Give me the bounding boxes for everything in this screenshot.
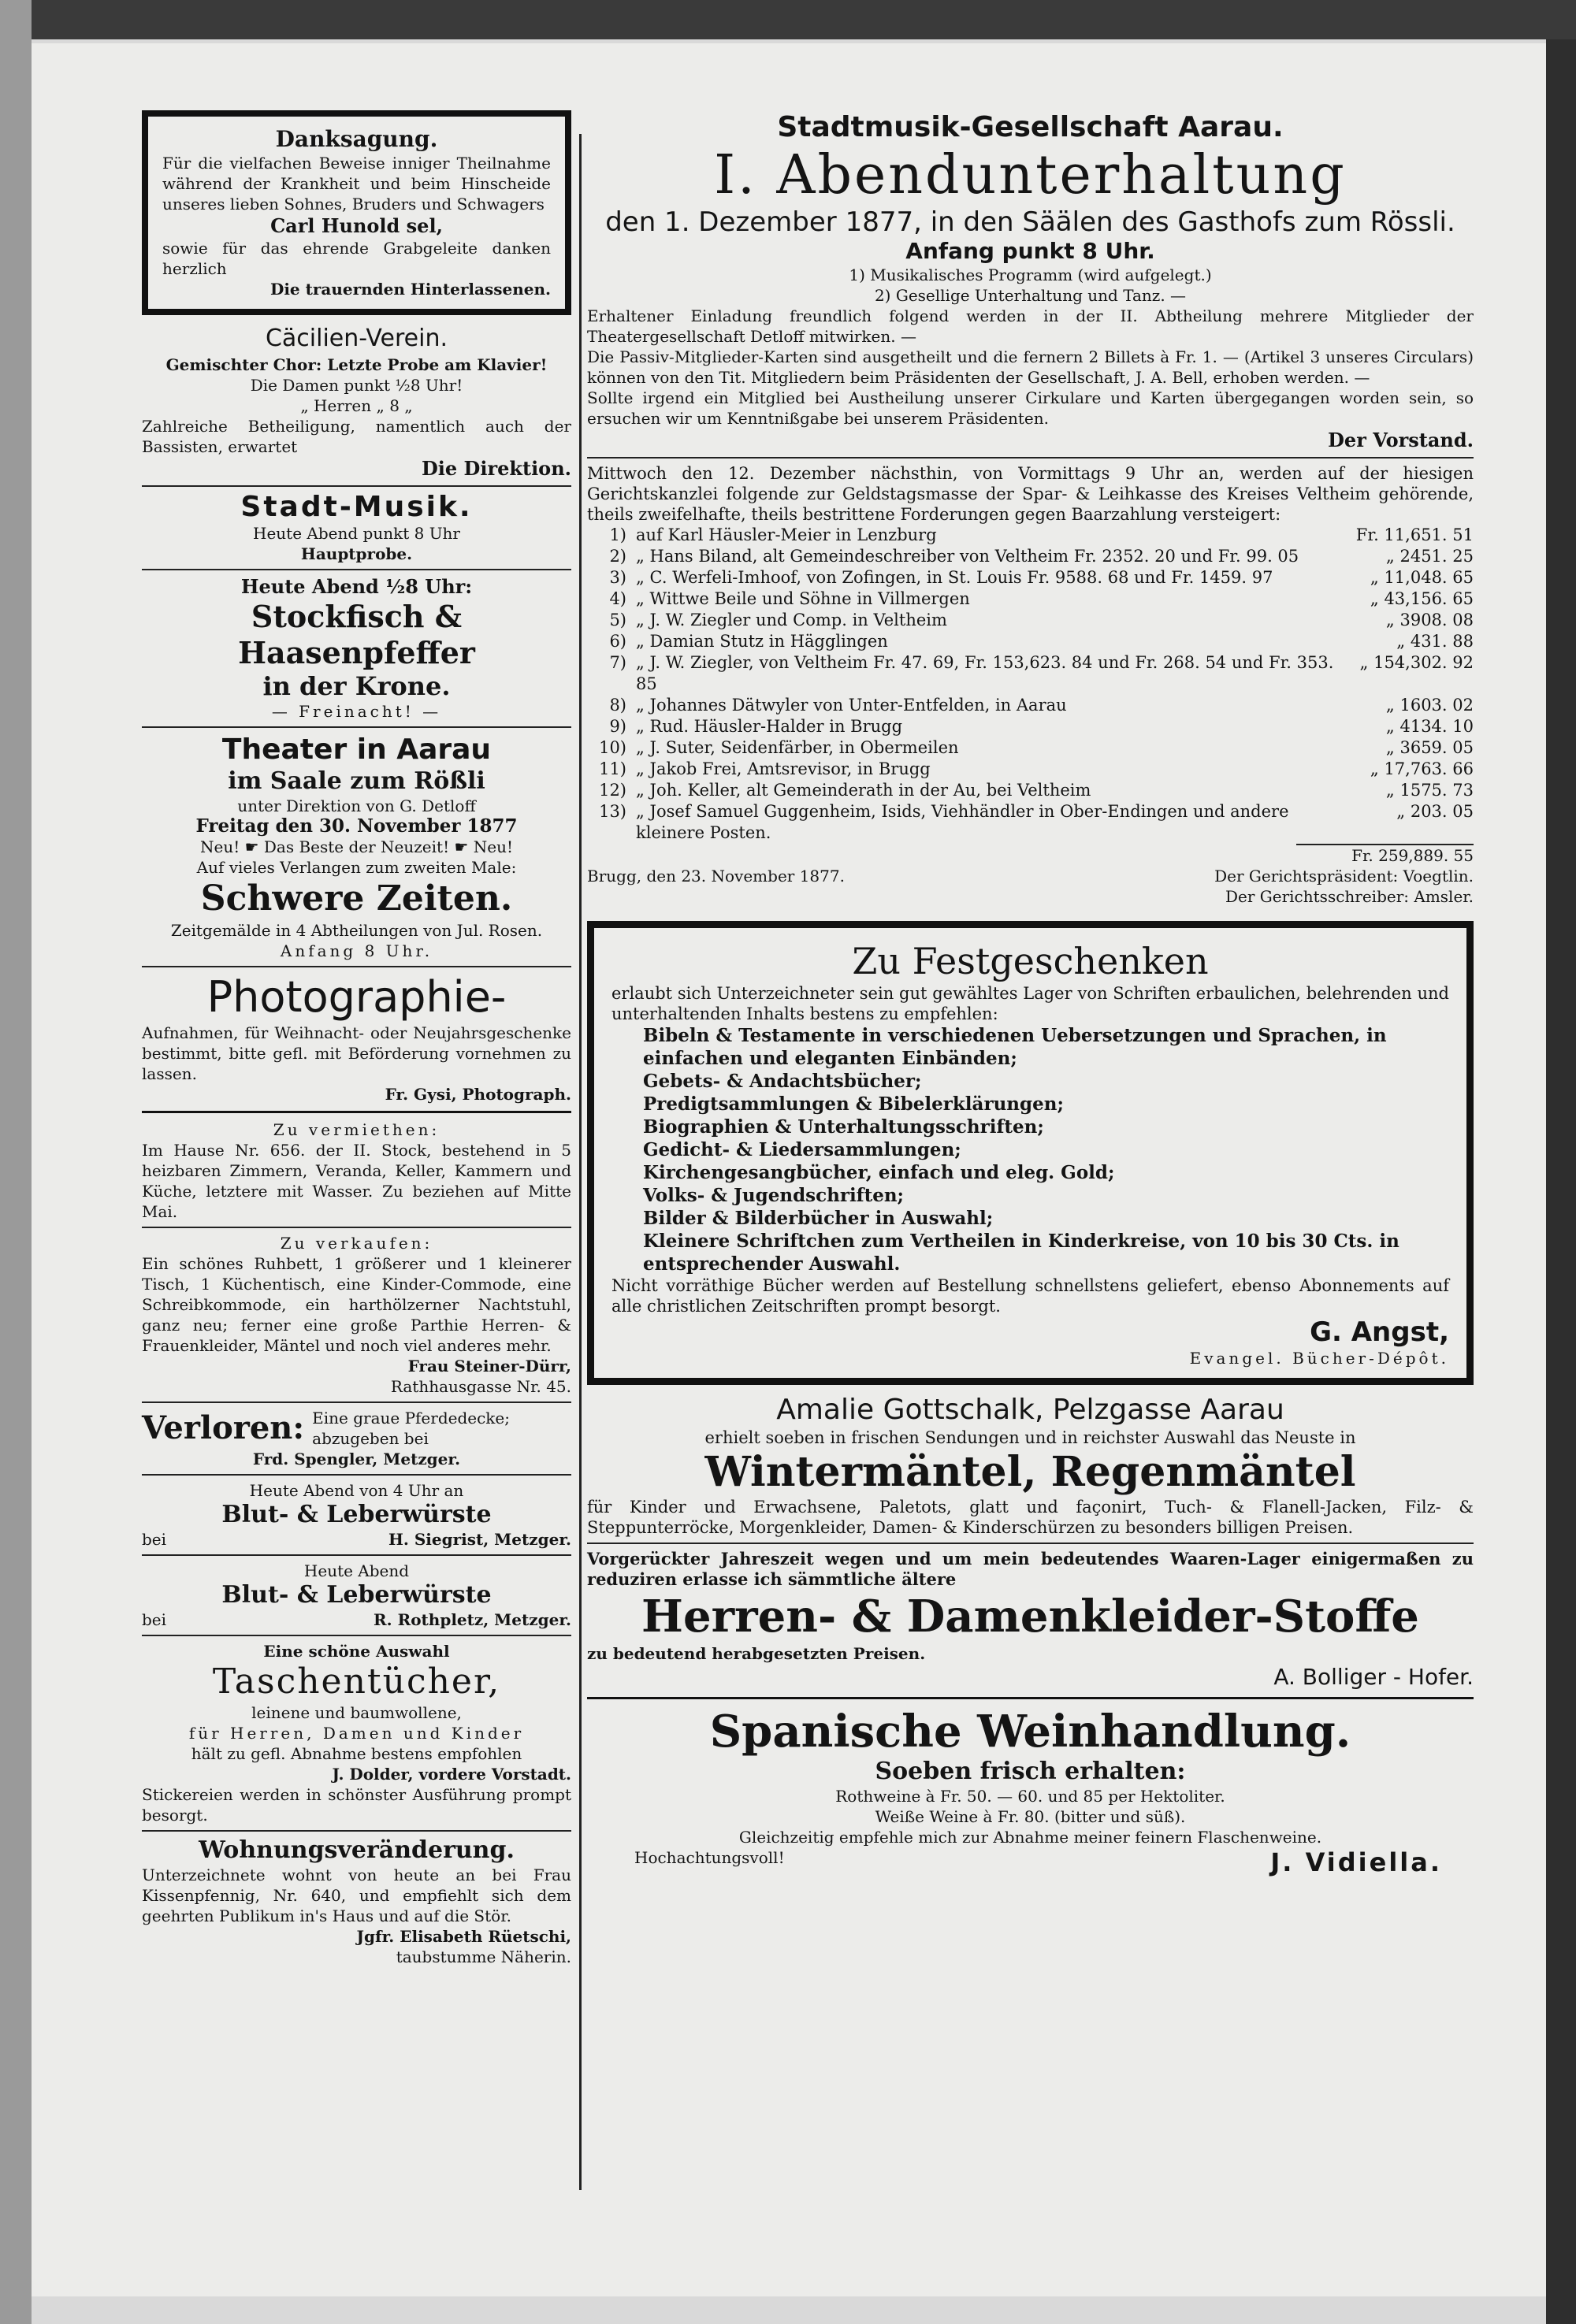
divider xyxy=(587,457,1474,458)
gant-row-debtor: „ Jakob Frei, Amtsrevisor, in Brugg xyxy=(636,759,931,778)
divider xyxy=(142,569,571,570)
gant-row xyxy=(587,801,1474,844)
smg-title: Stadtmusik-Gesellschaft Aarau. xyxy=(777,111,1284,143)
gant-row-debtor: „ J. Suter, Seidenfärber, in Obermeilen xyxy=(636,738,959,757)
gant-row-amount: „ 17,763. 66 xyxy=(1370,759,1474,778)
gant-row xyxy=(587,652,1474,695)
theater-line7: Anfang 8 Uhr. xyxy=(280,941,433,960)
gant-list xyxy=(587,525,1474,844)
fest-item: Gebets- & Andachtsbücher; xyxy=(643,1071,922,1092)
stadtmusik-title: Stadt-Musik. xyxy=(240,491,473,523)
gant-row-number: 11) xyxy=(599,759,626,778)
blut2-bei: bei xyxy=(142,1610,167,1629)
gant-row-number: 5) xyxy=(609,611,626,629)
caecilien-sign: Die Direktion. xyxy=(421,457,571,480)
gant-row-number: 9) xyxy=(609,717,626,736)
divider xyxy=(142,1227,571,1228)
right-column xyxy=(587,110,1474,1877)
divider xyxy=(142,726,571,728)
gant-row-amount: „ 2451. 25 xyxy=(1385,547,1474,566)
blut1-bei: bei xyxy=(142,1530,167,1549)
gant-row-number: 10) xyxy=(599,738,626,757)
stadtmusik-gesellschaft-ad xyxy=(587,110,1474,452)
danksagung-name: Carl Hunold sel, xyxy=(270,214,443,237)
danksagung-body: Für die vielfachen Beweise inniger Theilnahme während der Krankheit und beim Hinscheide unseres lieben Sohnes, Bruders und Schwagers xyxy=(162,154,551,213)
smg-body1: Erhaltener Einladung freundlich folgend werden in der II. Abtheilung mehrere Mitglieder der Theatergesellschaft Detloff mitwirken. — xyxy=(587,306,1474,346)
theater-line6: Zeitgemälde in 4 Abtheilungen von Jul. Rosen. xyxy=(170,921,543,940)
gant-row xyxy=(587,567,1474,588)
vermiethen-title: Zu vermiethen: xyxy=(273,1120,440,1139)
gant-row-debtor: „ C. Werfeli-Imhoof, von Zofingen, in St. Louis Fr. 9588. 68 und Fr. 1459. 97 xyxy=(636,568,1273,587)
gant-row-number: 13) xyxy=(599,802,626,821)
smg-body2: Die Passiv-Mitglieder-Karten sind ausgetheilt und die fernern 2 Billets à Fr. 1. — (Artikel 3 unseres Circulars) können von den Tit. Mitgliedern beim Präsidenten der Gesellschaft, J. A. Bell, erhoben werden. — xyxy=(587,347,1474,387)
photo-ad xyxy=(142,972,571,1104)
photo-body: Aufnahmen, für Weihnacht- oder Neujahrsgeschenke bestimmt, bitte gefl. mit Beförderung vornehmen zu lassen. xyxy=(142,1023,571,1083)
verkaufen-title: Zu verkaufen: xyxy=(280,1234,433,1253)
fest-item: Bilder & Bilderbücher in Auswahl; xyxy=(643,1208,994,1229)
gant-row-debtor: „ J. W. Ziegler und Comp. in Veltheim xyxy=(636,611,947,629)
blut1-line1: Heute Abend von 4 Uhr an xyxy=(249,1481,464,1500)
fest-item: Bibeln & Testamente in verschiedenen Uebersetzungen und Sprachen, in einfachen und eleganten Einbänden; xyxy=(643,1025,1387,1069)
gant-intro: Mittwoch den 12. Dezember nächsthin, von Vormittags 9 Uhr an, werden auf der hiesigen Gerichtskanzlei folgende zur Geldstagsmasse der Spar- & Leihkasse des Kreises Veltheim gehörende, theils zweifelhafte, theils bestrittene Forderungen gegen Baarzahlung versteigert: xyxy=(587,464,1474,524)
blut2-line1: Heute Abend xyxy=(303,1561,410,1580)
gant-total: Fr. 259,889. 55 xyxy=(1296,844,1474,866)
tuecher-line3: für Herren, Damen und Kinder xyxy=(188,1724,525,1743)
gottschalk-title: Amalie Gottschalk, Pelzgasse Aarau xyxy=(776,1394,1284,1426)
tuecher-title: Taschentücher, xyxy=(212,1661,501,1702)
wohnung-body: Unterzeichnete wohnt von heute an bei Frau Kissenpfennig, Nr. 640, und empfiehlt sich dem geehrten Publikum in's Haus und auf die Stör. xyxy=(142,1866,571,1925)
gant-row-number: 8) xyxy=(609,696,626,715)
theater-line4: Neu! ☛ Das Beste der Neuzeit! ☛ Neu! xyxy=(199,837,514,856)
danksagung-sign: Die trauernden Hinterlassenen. xyxy=(269,280,551,299)
tuecher-line4: hält zu gefl. Abnahme bestens empfohlen xyxy=(191,1744,522,1763)
verkaufen-sign2: Rathhausgasse Nr. 45. xyxy=(390,1377,571,1396)
blut2-line2: Blut- & Leberwürste xyxy=(221,1581,492,1609)
gant-signs xyxy=(1214,866,1474,907)
krone-line2: Stockfisch & Haasenpfeffer xyxy=(238,599,475,670)
verloren-title: Verloren: xyxy=(142,1409,305,1446)
gant-row-debtor: „ Damian Stutz in Hägglingen xyxy=(636,632,888,651)
theater-title: Theater in Aarau xyxy=(221,733,492,766)
krone-line4: — Freinacht! — xyxy=(271,702,442,721)
krone-ad xyxy=(142,575,571,722)
blut1-line2: Blut- & Leberwürste xyxy=(221,1501,492,1528)
theater-ad xyxy=(142,733,571,961)
gant-row-amount: „ 1575. 73 xyxy=(1385,781,1474,800)
divider xyxy=(587,1543,1474,1544)
gant-row xyxy=(587,631,1474,652)
smg-sign: Der Vorstand. xyxy=(1328,429,1474,451)
divider xyxy=(142,1401,571,1403)
gant-row-debtor: „ Wittwe Beile und Söhne in Villmergen xyxy=(636,589,970,608)
vermiethen-ad xyxy=(142,1119,571,1222)
left-column xyxy=(142,110,571,1967)
gant-row xyxy=(587,759,1474,780)
fest-item: Gedicht- & Liedersammlungen; xyxy=(643,1139,961,1160)
blut2-ad xyxy=(142,1561,571,1630)
gant-row-debtor: „ Hans Biland, alt Gemeindeschreiber von Veltheim Fr. 2352. 20 und Fr. 99. 05 xyxy=(636,547,1299,566)
smg-event: I. Abendunterhaltung xyxy=(714,144,1347,206)
blut1-sign: H. Siegrist, Metzger. xyxy=(388,1530,571,1549)
verloren-ad xyxy=(142,1408,571,1469)
wein-line3: Gleichzeitig empfehle mich zur Abnahme meiner feinern Flaschenweine. xyxy=(738,1828,1322,1847)
verloren-body: Eine graue Pferdedecke; abzugeben bei xyxy=(312,1409,510,1448)
gant-row-debtor: „ Josef Samuel Guggenheim, Isids, Viehhändler in Ober-Endingen und andere kleinere Posten. xyxy=(636,802,1289,842)
fest-title: Zu Festgeschenken xyxy=(852,940,1209,982)
gant-sign1: Der Gerichtspräsident: Voegtlin. xyxy=(1214,867,1474,885)
vermiethen-body: Im Hause Nr. 656. der II. Stock, bestehend in 5 heizbaren Zimmern, Veranda, Keller, Kammern und Küche, letztere mit Wasser. Zu beziehen auf Mitte Mai. xyxy=(142,1141,571,1221)
caecilien-line3: „ Herren „ 8 „ xyxy=(300,396,413,415)
bolliger-ad xyxy=(587,1549,1474,1691)
gant-row xyxy=(587,588,1474,610)
wein-footer xyxy=(587,1847,1474,1877)
gant-row-debtor: „ Johannes Dätwyler von Unter-Entfelden, in Aarau xyxy=(636,696,1067,715)
gant-row-amount: „ 3659. 05 xyxy=(1385,738,1474,757)
gant-row-amount: „ 11,048. 65 xyxy=(1370,568,1474,587)
festgeschenke-ad xyxy=(587,921,1474,1385)
theater-play: Schwere Zeiten. xyxy=(200,878,513,919)
theater-line5: Auf vieles Verlangen zum zweiten Male: xyxy=(196,858,517,877)
smg-start: Anfang punkt 8 Uhr. xyxy=(905,238,1155,264)
fest-item: Kleinere Schriftchen zum Vertheilen in Kinderkreise, von 10 bis 30 Cts. in entsprechender Auswahl. xyxy=(643,1231,1399,1275)
fest-item: Kirchengesangbücher, einfach und eleg. Gold; xyxy=(643,1162,1115,1183)
gant-row-amount: „ 3908. 08 xyxy=(1385,611,1474,629)
theater-line1: im Saale zum Rößli xyxy=(228,767,485,795)
gant-row-amount: „ 4134. 10 xyxy=(1385,717,1474,736)
gant-row xyxy=(587,610,1474,631)
stadtmusik-ad xyxy=(142,492,571,564)
blut1-ad xyxy=(142,1480,571,1550)
tuecher-sign: J. Dolder, vordere Vorstadt. xyxy=(332,1765,571,1784)
gant-sign2: Der Gerichtsschreiber: Amsler. xyxy=(1225,887,1474,906)
caecilien-title: Cäcilien-Verein. xyxy=(265,325,448,352)
bolliger-sign: A. Bolliger - Hofer. xyxy=(1273,1664,1474,1690)
fest-sign: G. Angst, xyxy=(1310,1316,1449,1348)
wohnung-sign: Jgfr. Elisabeth Rüetschi, xyxy=(356,1927,571,1946)
divider xyxy=(142,1111,571,1113)
gottschalk-big: Wintermäntel, Regenmäntel xyxy=(704,1448,1356,1496)
krone-line1: Heute Abend ½8 Uhr: xyxy=(240,575,473,598)
smg-date: den 1. Dezember 1877, in den Säälen des Gasthofs zum Rössli. xyxy=(605,206,1455,238)
bolliger-line1: Vorgerückter Jahreszeit wegen und um mein bedeutendes Waaren-Lager einigermaßen zu reduziren erlasse ich sämmtliche ältere xyxy=(587,1549,1474,1589)
fest-list xyxy=(611,1024,1449,1275)
divider xyxy=(587,1697,1474,1699)
verkaufen-ad xyxy=(142,1233,571,1397)
photo-title: Photographie- xyxy=(206,972,507,1022)
caecilien-ad xyxy=(142,323,571,481)
gant-row-amount: „ 1603. 02 xyxy=(1385,696,1474,715)
verkaufen-body: Ein schönes Ruhbett, 1 größerer und 1 kleinerer Tisch, 1 Küchentisch, eine Kinder-Commode, eine Schreibkommode, ein harthölzerner Nachtstuhl, ganz neu; ferner eine große Parthie Herren- & Frauenkleider, Mäntel und noch viel anderes mehr. xyxy=(142,1254,571,1355)
danksagung-ad xyxy=(142,110,571,315)
gant-row-amount: Fr. 11,651. 51 xyxy=(1355,525,1474,544)
gant-row xyxy=(587,716,1474,737)
gant-row-debtor: „ Joh. Keller, alt Gemeinderath in der Au, bei Veltheim xyxy=(636,781,1091,800)
gottschalk-ad xyxy=(587,1393,1474,1538)
fest-intro: erlaubt sich Unterzeichneter sein gut gewähltes Lager von Schriften erbaulichen, belehrenden und unterhaltenden Inhalts bestens zu empfehlen: xyxy=(611,984,1449,1023)
divider xyxy=(142,966,571,967)
caecilien-line2: Die Damen punkt ½8 Uhr! xyxy=(250,376,463,395)
stadtmusik-line2: Hauptprobe. xyxy=(300,544,413,563)
scan-border-top xyxy=(0,0,1576,39)
danksagung-body2: sowie für das ehrende Grabgeleite danken herzlich xyxy=(162,239,551,278)
bolliger-line2: zu bedeutend herabgesetzten Preisen. xyxy=(587,1644,926,1663)
theater-line2: unter Direktion von G. Detloff xyxy=(237,796,476,815)
blut2-sign: R. Rothpletz, Metzger. xyxy=(374,1610,571,1629)
gottschalk-body: für Kinder und Erwachsene, Paletots, glatt und façonirt, Tuch- & Flanell-Jacken, Filz- & Steppunterröcke, Morgenkleider, Damen- & Kinderschürzen zu besonders billigen Preisen. xyxy=(587,1498,1474,1537)
tuecher-line1: Eine schöne Auswahl xyxy=(263,1642,450,1661)
gant-row xyxy=(587,737,1474,759)
fest-item: Predigtsammlungen & Bibelerklärungen; xyxy=(643,1093,1064,1115)
gant-place: Brugg, den 23. November 1877. xyxy=(587,867,845,885)
verkaufen-sign: Frau Steiner-Dürr, xyxy=(407,1357,571,1375)
wein-ad xyxy=(587,1706,1474,1877)
gant-row-debtor: „ J. W. Ziegler, von Veltheim Fr. 47. 69, Fr. 153,623. 84 und Fr. 268. 54 und Fr. 353. 85 xyxy=(636,653,1334,693)
tuecher-ad xyxy=(142,1641,571,1825)
wein-line4: Hochachtungsvoll! xyxy=(634,1848,785,1867)
caecilien-line1: Gemischter Chor: Letzte Probe am Klavier! xyxy=(165,355,548,374)
gant-row xyxy=(587,695,1474,716)
wohnung-sign2: taubstumme Näherin. xyxy=(396,1947,571,1966)
blut1-footer xyxy=(142,1529,571,1550)
fest-outro: Nicht vorräthige Bücher werden auf Bestellung schnellstens geliefert, ebenso Abonnements auf alle christlichen Zeitschriften prompt besorgt. xyxy=(611,1276,1449,1316)
tuecher-body: Stickereien werden in schönster Ausführung prompt besorgt. xyxy=(142,1785,571,1825)
divider xyxy=(142,1635,571,1636)
wohnung-title: Wohnungsveränderung. xyxy=(199,1836,515,1864)
smg-p1: 1) Musikalisches Programm (wird aufgelegt.) xyxy=(849,265,1212,284)
scan-border-left xyxy=(0,0,32,2324)
gant-row-number: 7) xyxy=(609,653,626,672)
verloren-sign: Frd. Spengler, Metzger. xyxy=(252,1450,461,1468)
wein-sign: J. Vidiella. xyxy=(1270,1847,1442,1877)
tuecher-line2: leinene und baumwollene, xyxy=(251,1703,462,1722)
gant-row-number: 6) xyxy=(609,632,626,651)
gant-row-number: 3) xyxy=(609,568,626,587)
divider xyxy=(142,1474,571,1476)
gant-ad xyxy=(587,463,1474,907)
theater-line3: Freitag den 30. November 1877 xyxy=(195,815,518,837)
fest-item: Biographien & Unterhaltungsschriften; xyxy=(643,1116,1044,1138)
wein-title: Spanische Weinhandlung. xyxy=(709,1706,1351,1758)
gant-footer xyxy=(587,866,1474,907)
gant-row-amount: „ 154,302. 92 xyxy=(1359,653,1474,672)
wein-line2: Weiße Weine à Fr. 80. (bitter und süß). xyxy=(875,1807,1186,1826)
fest-sign2: Evangel. Bücher-Dépôt. xyxy=(1189,1349,1449,1368)
column-divider xyxy=(579,134,582,2190)
gant-row-number: 1) xyxy=(609,525,626,544)
wohnung-ad xyxy=(142,1836,571,1967)
gant-row-number: 4) xyxy=(609,589,626,608)
fest-item: Volks- & Jugendschriften; xyxy=(643,1185,905,1206)
gant-row-number: 2) xyxy=(609,547,626,566)
gant-row xyxy=(587,780,1474,801)
scan-border-right xyxy=(1546,39,1576,2324)
gant-row-amount: „ 431. 88 xyxy=(1396,632,1474,651)
danksagung-title: Danksagung. xyxy=(275,126,438,152)
smg-body3: Sollte irgend ein Mitglied bei Austheilung unserer Cirkulare und Karten übergegangen worden sein, so ersuchen wir um Kenntnißgabe bei unserem Präsidenten. xyxy=(587,388,1474,428)
gant-row-debtor: „ Rud. Häusler-Halder in Brugg xyxy=(636,717,903,736)
gant-row-number: 12) xyxy=(599,781,626,800)
gant-row-amount: „ 43,156. 65 xyxy=(1370,589,1474,608)
gant-row xyxy=(587,546,1474,567)
gant-row xyxy=(587,525,1474,546)
smg-p2: 2) Gesellige Unterhaltung und Tanz. — xyxy=(874,286,1187,305)
wein-line1: Rothweine à Fr. 50. — 60. und 85 per Hektoliter. xyxy=(835,1787,1225,1806)
divider xyxy=(142,1830,571,1832)
divider xyxy=(142,485,571,487)
wein-sub: Soeben frisch erhalten: xyxy=(875,1758,1186,1785)
photo-sign: Fr. Gysi, Photograph. xyxy=(385,1085,571,1104)
gottschalk-line1: erhielt soeben in frischen Sendungen und in reichster Auswahl das Neuste in xyxy=(704,1428,1356,1447)
gant-row-debtor: auf Karl Häusler-Meier in Lenzburg xyxy=(636,525,937,544)
stadtmusik-line1: Heute Abend punkt 8 Uhr xyxy=(253,524,460,543)
krone-line3: in der Krone. xyxy=(262,671,451,701)
caecilien-line4: Zahlreiche Betheiligung, namentlich auch der Bassisten, erwartet xyxy=(142,417,571,456)
bolliger-big: Herren- & Damenkleider-Stoffe xyxy=(641,1591,1419,1643)
divider xyxy=(142,1554,571,1556)
gant-row-amount: „ 203. 05 xyxy=(1396,802,1474,821)
blut2-footer xyxy=(142,1609,571,1630)
